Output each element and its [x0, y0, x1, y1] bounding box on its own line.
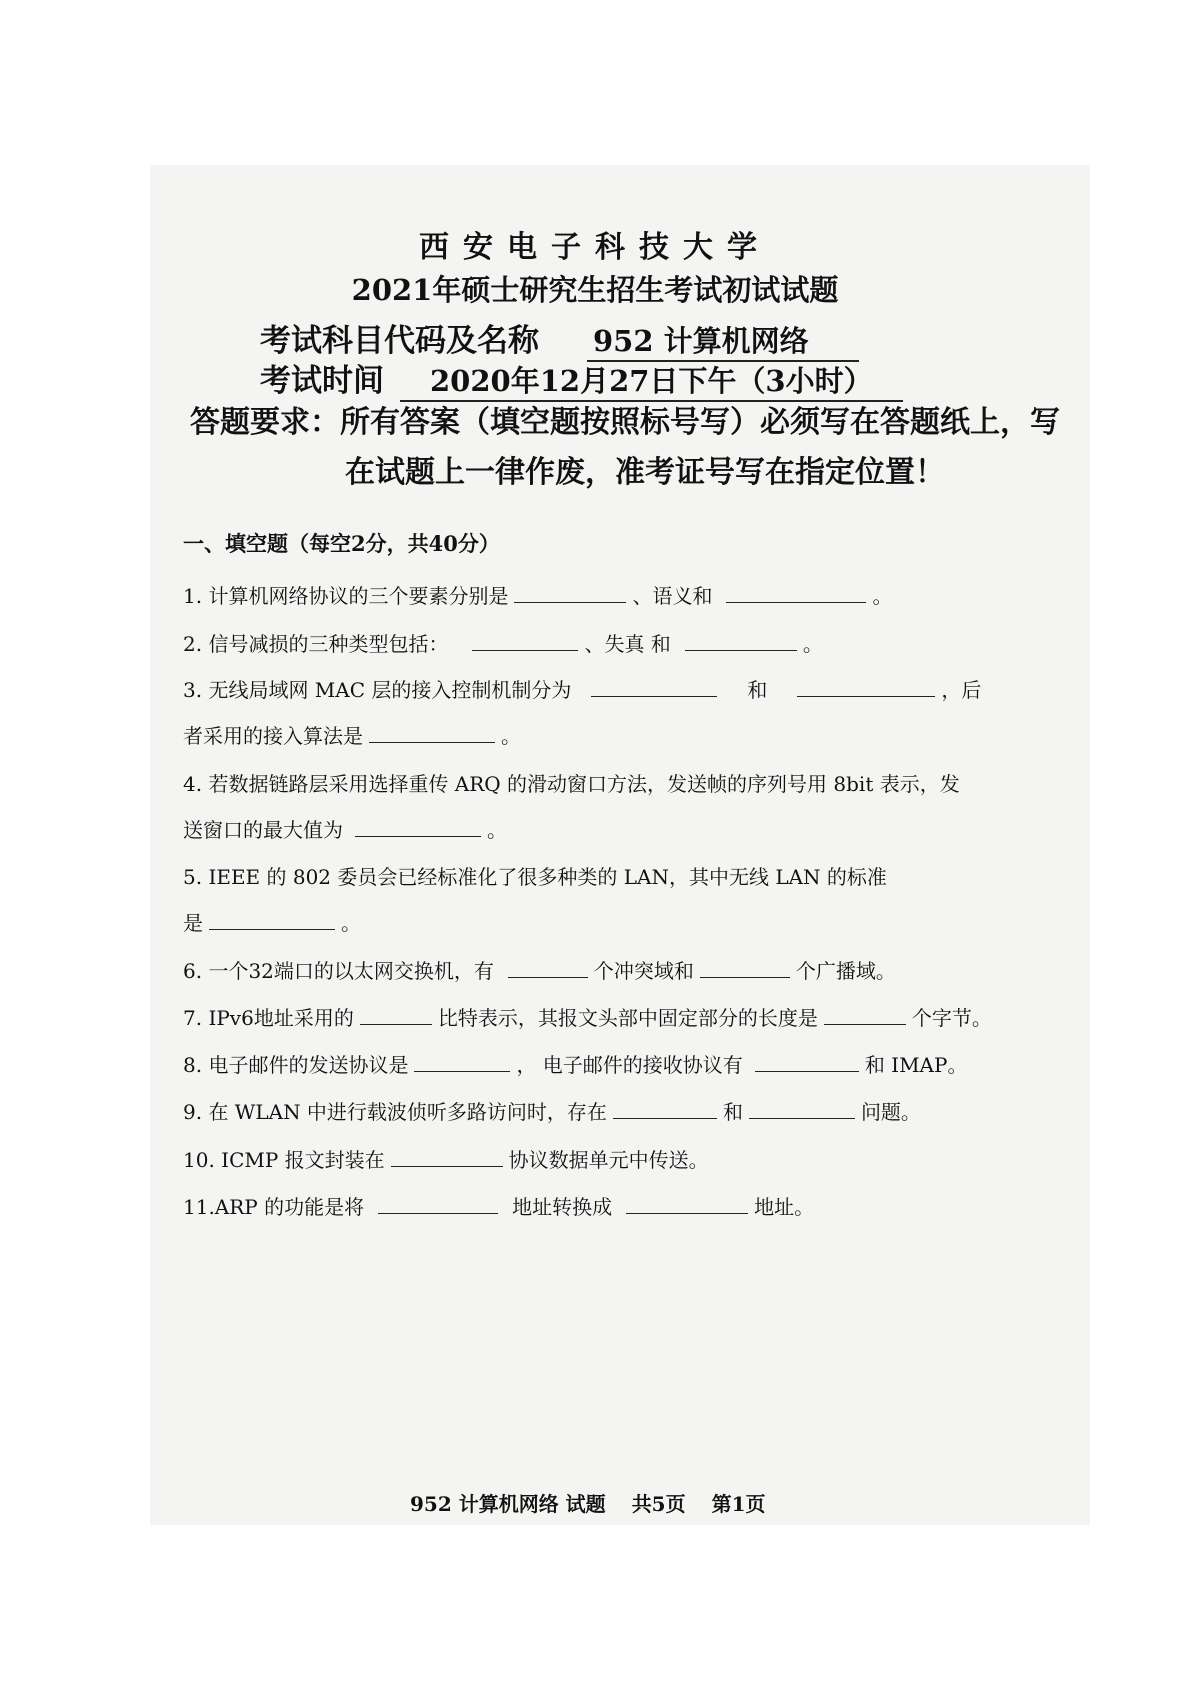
question-text: ，后 — [941, 678, 982, 702]
answer-blank — [626, 1193, 748, 1214]
question-text: 9. 在 WLAN 中进行载波侦听多路访问时，存在 — [183, 1100, 607, 1124]
question-text: 个广播域。 — [795, 959, 896, 983]
question-text: ， 电子邮件的接收协议有 — [516, 1053, 743, 1077]
question-text: 5. IEEE 的 802 委员会已经标准化了很多种类的 LAN，其中无线 LAN 的标准 — [183, 865, 887, 889]
answer-blank — [209, 909, 335, 930]
answer-blank — [755, 1051, 859, 1072]
footer-total-pages: 共5页 — [631, 1492, 686, 1516]
question-text: 8. 电子邮件的发送协议是 — [183, 1053, 409, 1077]
footer-course: 952 计算机网络 试题 — [410, 1492, 606, 1516]
time-row — [260, 355, 903, 402]
question-2 — [183, 630, 823, 658]
question-text: 。 — [501, 724, 521, 748]
university-name: 西安电子科技大学 — [419, 230, 771, 265]
question-text: 个冲突域和 — [593, 959, 694, 983]
question-text: 地址转换成 — [512, 1195, 613, 1219]
question-text: 、失真 和 — [584, 632, 671, 656]
answer-blank — [824, 1004, 906, 1025]
answer-blank — [700, 957, 790, 978]
question-1 — [183, 582, 892, 610]
question-text: 1. 计算机网络协议的三个要素分别是 — [183, 584, 509, 608]
question-4-cont — [183, 816, 507, 844]
exam-title: 2021年硕士研究生招生考试初试试题 — [351, 273, 839, 307]
answer-blank — [797, 676, 935, 697]
question-text: 问题。 — [860, 1100, 921, 1124]
question-text: 比特表示，其报文头部中固定部分的长度是 — [437, 1006, 818, 1030]
question-text: 和 IMAP。 — [864, 1053, 968, 1077]
answer-blank — [749, 1098, 855, 1119]
footer-page-number: 第1页 — [711, 1492, 766, 1516]
question-10 — [183, 1146, 709, 1174]
answer-blank — [378, 1193, 498, 1214]
question-9 — [183, 1098, 921, 1126]
question-4 — [183, 770, 960, 798]
question-text: 和 — [722, 1100, 743, 1124]
question-text: 4. 若数据链路层采用选择重传 ARQ 的滑动窗口方法，发送帧的序列号用 8bit 表示，发 — [183, 772, 960, 796]
question-8 — [183, 1051, 967, 1079]
page-footer — [410, 1488, 792, 1517]
question-text: 送窗口的最大值为 — [183, 818, 343, 842]
requirement-line-1: 答题要求：所有答案（填空题按照标号写）必须写在答题纸上，写 — [190, 405, 1060, 440]
question-7 — [183, 1004, 992, 1032]
requirement-line-2: 在试题上一律作废，准考证号写在指定位置！ — [345, 455, 945, 490]
question-3-cont — [183, 722, 521, 750]
question-5-cont — [183, 909, 361, 937]
question-text: 7. IPv6地址采用的 — [183, 1006, 354, 1030]
question-text: 11.ARP 的功能是将 — [183, 1195, 365, 1219]
section-title: 一、填空题（每空2分，共40分） — [183, 531, 500, 556]
answer-blank — [591, 676, 717, 697]
question-6 — [183, 957, 896, 985]
answer-blank — [508, 957, 588, 978]
answer-blank — [369, 722, 495, 743]
question-text: 地址。 — [754, 1195, 815, 1219]
question-text: 6. 一个32端口的以太网交换机，有 — [183, 959, 494, 983]
subject-value: 952 计算机网络 — [587, 319, 859, 362]
answer-blank — [613, 1098, 717, 1119]
answer-blank — [355, 816, 481, 837]
answer-blank — [414, 1051, 510, 1072]
question-text: 。 — [872, 584, 893, 608]
question-5 — [183, 863, 887, 891]
question-text: 、语义和 — [632, 584, 713, 608]
question-11 — [183, 1193, 814, 1221]
question-text: 者采用的接入算法是 — [183, 724, 363, 748]
answer-blank — [726, 582, 866, 603]
question-text: 是 — [183, 911, 203, 935]
subject-label: 考试科目代码及名称 — [260, 323, 539, 359]
question-text: 。 — [487, 818, 507, 842]
question-text: 协议数据单元中传送。 — [508, 1148, 709, 1172]
answer-blank — [514, 582, 626, 603]
question-text: 个字节。 — [911, 1006, 992, 1030]
question-text: 。 — [341, 911, 361, 935]
time-value: 2020年12月27日下午（3小时） — [400, 359, 903, 402]
answer-blank — [360, 1004, 432, 1025]
answer-blank — [472, 630, 578, 651]
question-text: 2. 信号减损的三种类型包括： — [183, 632, 449, 656]
question-text: 3. 无线局域网 MAC 层的接入控制机制分为 — [183, 678, 572, 702]
answer-blank — [685, 630, 797, 651]
question-3 — [183, 676, 981, 704]
answer-blank — [391, 1146, 503, 1167]
question-text: 。 — [802, 632, 823, 656]
time-label: 考试时间 — [260, 363, 384, 399]
question-text: 10. ICMP 报文封装在 — [183, 1148, 385, 1172]
question-text: 和 — [747, 678, 768, 702]
